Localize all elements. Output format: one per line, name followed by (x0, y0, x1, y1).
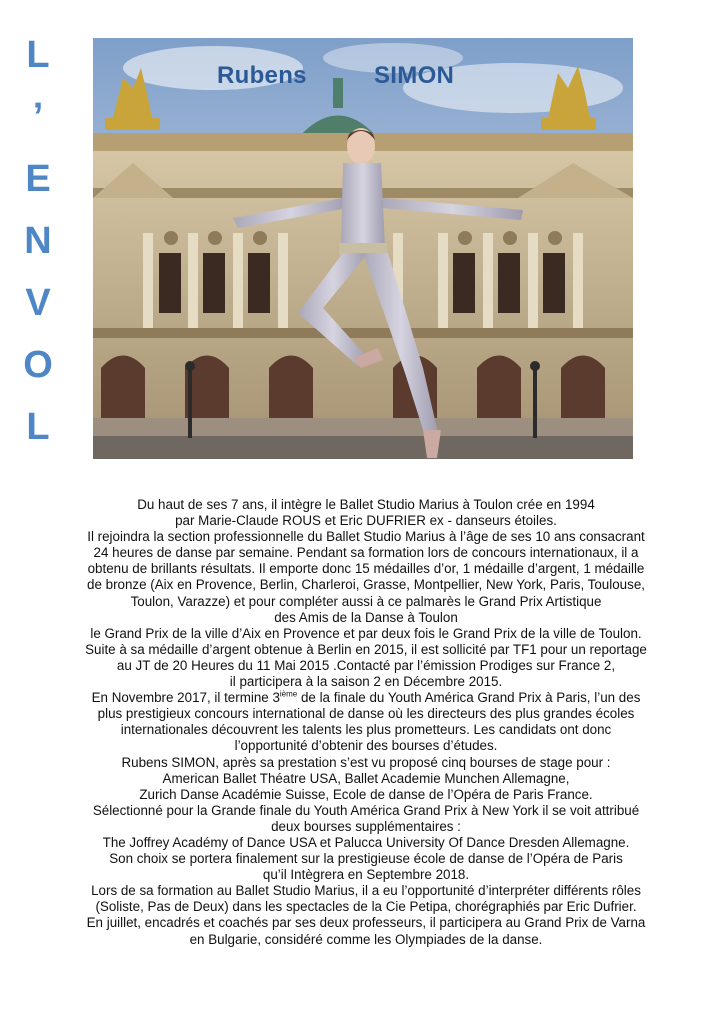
title-letter: L (26, 406, 50, 448)
bio-line: des Amis de la Danse à Toulon (274, 609, 458, 625)
bio-line: de bronze (Aix en Provence, Berlin, Charleroi, Grasse, Montpellier, New York, Paris, Toulouse, (87, 577, 645, 593)
bio-line: qu’il Intègrera en Septembre 2018. (262, 867, 470, 883)
nov-suffix: de la finale du Youth América Grand Prix à Paris, l’un des (297, 690, 641, 706)
caption-last-name: SIMON (374, 62, 455, 89)
caption-first-name: Rubens (217, 62, 307, 89)
dancer-photo (93, 38, 633, 459)
bio-line: En juillet, encadrés et coachés par ses deux professeurs, il participera au Grand Prix de Varna (86, 915, 646, 931)
opera-garnier-illustration (93, 38, 633, 459)
bio-line: le Grand Prix de la ville d’Aix en Provence et par deux fois le Grand Prix de la ville de Toulon. (90, 625, 642, 641)
nov-prefix: En Novembre 2017, il termine 3 (91, 690, 280, 706)
title-letter: O (23, 344, 53, 386)
bio-line: 24 heures de danse par semaine. Pendant sa formation lors de concours internationaux, il a (93, 545, 639, 561)
bio-line: Zurich Danse Académie Suisse, Ecole de danse de l’Opéra de Paris France. (139, 786, 593, 802)
bio-line: obtenu de brillants résultats. Il emporte donc 15 médailles d’or, 1 médaille d’argent, 1 médaille (87, 561, 645, 577)
bio-line: The Joffrey Académy of Dance USA et Palucca University Of Dance Dresden Allemagne. (102, 834, 630, 850)
title-letter: N (24, 220, 52, 262)
bio-line: au JT de 20 Heures du 11 Mai 2015 .Contacté par l’émission Prodiges sur France 2, (116, 657, 616, 673)
bio-line: l’opportunité d’obtenir des bourses d’études. (234, 738, 498, 754)
title-letter: L (26, 34, 50, 76)
title-letter: E (25, 158, 51, 200)
bio-line: internationales découvrent les talents les plus prometteurs. Les candidats ont donc (120, 722, 612, 738)
bio-line: Il rejoindra la section professionnelle du Ballet Studio Marius à l’âge de ses 10 ans consacrant (87, 529, 645, 545)
bio-line: plus prestigieux concours international de danse où les directeurs des plus grandes écoles (97, 706, 635, 722)
ordinal-superscript: ième (279, 689, 298, 699)
bio-line: Rubens SIMON, après sa prestation s’est vu proposé cinq bourses de stage pour : (121, 754, 611, 770)
bio-line: Lors de sa formation au Ballet Studio Marius, il a eu l’opportunité d’interpréter différents rôles (91, 883, 641, 899)
bio-line: Du haut de ses 7 ans, il intègre le Ballet Studio Marius à Toulon crée en 1994 (137, 497, 595, 512)
bio-line: Toulon, Varazze) et pour compléter aussi à ce palmarès le Grand Prix Artistique (130, 593, 602, 609)
biography-text (46, 497, 686, 948)
title-letter: ’ (32, 96, 44, 138)
bio-line-november (46, 690, 686, 706)
bio-line: en Bulgarie, considéré comme les Olympiades de la danse. (189, 931, 543, 947)
bio-line: Suite à sa médaille d’argent obtenue à Berlin en 2015, il est sollicité par TF1 pour un reportage (85, 641, 647, 657)
bio-line: deux bourses supplémentaires : (271, 818, 461, 834)
bio-line: Sélectionné pour la Grande finale du Youth América Grand Prix à New York il se voit attribué (92, 802, 640, 818)
bio-line: Son choix se portera finalement sur la prestigieuse école de danse de l’Opéra de Paris (109, 851, 623, 867)
bio-line: il participera à la saison 2 en Décembre 2015. (229, 674, 503, 690)
bio-line: American Ballet Théatre USA, Ballet Academie Munchen Allemagne, (162, 770, 570, 786)
vertical-title (16, 36, 60, 470)
bio-line: (Soliste, Pas de Deux) dans les spectacles de la Cie Petipa, chorégraphiés par Eric Dufrier. (95, 899, 637, 915)
bio-line: par Marie-Claude ROUS et Eric DUFRIER ex - danseurs étoiles. (175, 513, 557, 529)
title-letter: V (25, 282, 51, 324)
